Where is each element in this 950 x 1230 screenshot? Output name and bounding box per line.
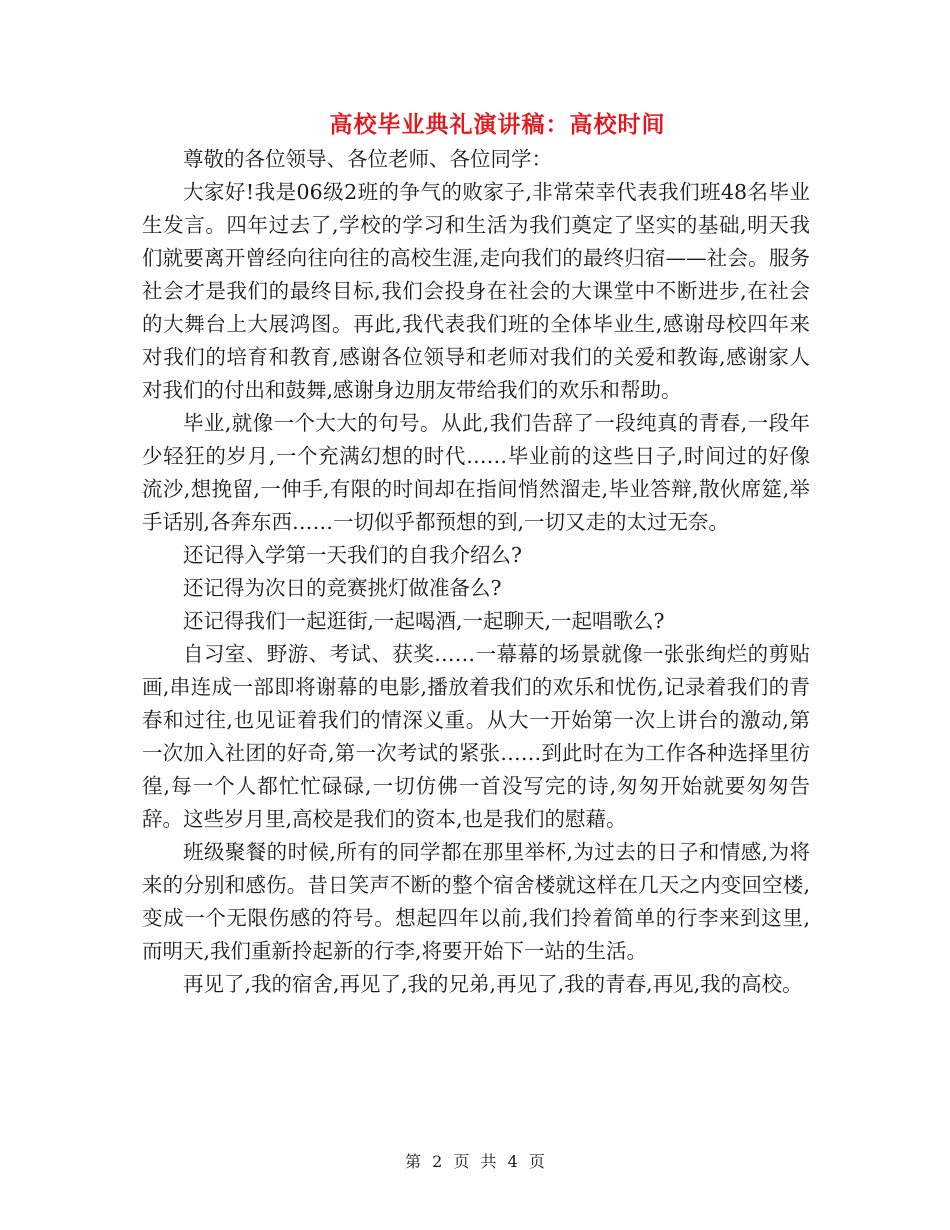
paragraph: 毕业,就像一个大大的句号。从此,我们告辞了一段纯真的青春,一段年少轻狂的岁月,一个充满幻想的时代……毕业前的这些日子,时间过的好像流沙,想挽留,一伸手,有限的时间却在指间悄然溜走,毕业答辩,散伙席筵,举手话别,各奔东西……一切似乎都预想的到,一切又走的太过无奈。 (142, 411, 810, 534)
document-title: 高校毕业典礼演讲稿：高校时间 (329, 111, 666, 138)
paragraph-salutation: 尊敬的各位领导、各位老师、各位同学： (183, 147, 552, 171)
paragraph: 再见了,我的宿舍,再见了,我的兄弟,再见了,我的青春,再见,我的高校。 (183, 972, 803, 996)
paragraph: 还记得为次日的竞赛挑灯做准备么? (183, 576, 502, 600)
document-body (142, 143, 810, 1001)
page-number-footer: 第 2 页 共 4 页 (405, 1152, 545, 1171)
paragraph: 还记得我们一起逛街,一起喝酒,一起聊天,一起唱歌么? (183, 609, 665, 633)
paragraph: 还记得入学第一天我们的自我介绍么? (183, 543, 522, 567)
paragraph: 班级聚餐的时候,所有的同学都在那里举杯,为过去的日子和情感,为将来的分别和感伤。昔日笑声不断的整个宿舍楼就这样在几天之内变回空楼,变成一个无限伤感的符号。想起四年以前,我们拎着简单的行李来到这里,而明天,我们重新拎起新的行李,将要开始下一站的生活。 (142, 840, 810, 963)
paragraph: 自习室、野游、考试、获奖……一幕幕的场景就像一张张绚烂的剪贴画,串连成一部即将谢幕的电影,播放着我们的欢乐和忧伤,记录着我们的青春和过往,也见证着我们的情深义重。从大一开始第一次上讲台的激动,第一次加入社团的好奇,第一次考试的紧张……到此时在为工作各种选择里彷徨,每一个人都忙忙碌碌,一切仿佛一首没写完的诗,匆匆开始就要匆匆告辞。这些岁月里,高校是我们的资本,也是我们的慰藉。 (142, 642, 810, 831)
paragraph: 大家好!我是06级2班的争气的败家子,非常荣幸代表我们班48名毕业生发言。四年过去了,学校的学习和生活为我们奠定了坚实的基础,明天我们就要离开曾经向往向往的高校生涯,走向我们的最终归宿——社会。服务社会才是我们的最终目标,我们会投身在社会的大课堂中不断进步,在社会的大舞台上大展鸿图。再此,我代表我们班的全体毕业生,感谢母校四年来对我们的培育和教育,感谢各位领导和老师对我们的关爱和教诲,感谢家人对我们的付出和鼓舞,感谢身边朋友带给我们的欢乐和帮助。 (142, 180, 810, 402)
